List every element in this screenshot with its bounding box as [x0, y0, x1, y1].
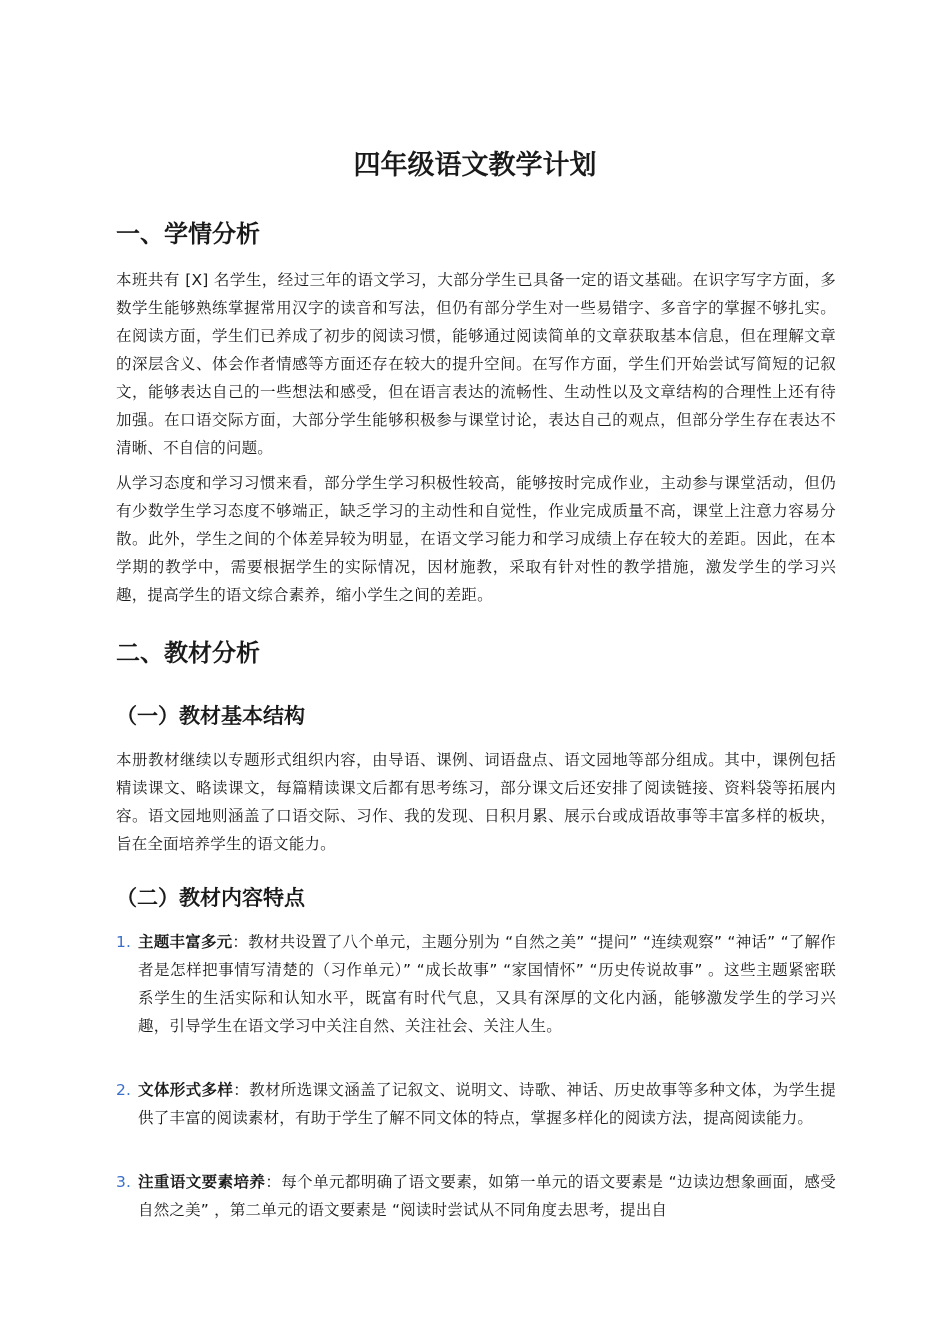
section-heading-textbook-analysis: 二、教材分析 [116, 639, 260, 667]
list-item-lead: 主题丰富多元 [138, 933, 233, 951]
section-heading-student-analysis: 一、学情分析 [116, 220, 260, 248]
paragraph-student-analysis-1: 本班共有 [X] 名学生，经过三年的语文学习，大部分学生已具备一定的语文基础。在识字写字方面，多数学生能够熟练掌握常用汉字的读音和写法，但仍有部分学生对一些易错字、多音字的掌握不够扎实。在阅读方面，学生们已养成了初步的阅读习惯，能够通过阅读简单的文章获取基本信息，但在理解文章的深层含义、体会作者情感等方面还存在较大的提升空间。在写作方面，学生们开始尝试写简短的记叙文，能够表达自己的一些想法和感受，但在语言表达的流畅性、生动性以及文章结构的合理性上还有待加强。在口语交际方面，大部分学生能够积极参与课堂讨论，表达自己的观点，但部分学生存在表达不清晰、不自信的问题。 [116, 271, 836, 457]
list-item [116, 1076, 836, 1132]
paragraph-structure: 本册教材继续以专题形式组织内容，由导语、课例、词语盘点、语文园地等部分组成。其中，课例包括精读课文、略读课文，每篇精读课文后都有思考练习，部分课文后还安排了阅读链接、资料袋等拓展内容。语文园地则涵盖了口语交际、习作、我的发现、日积月累、展示台或成语故事等丰富多样的板块，旨在全面培养学生的语文能力。 [116, 751, 836, 853]
paragraph-student-analysis-2: 从学习态度和学习习惯来看，部分学生学习积极性较高，能够按时完成作业，主动参与课堂活动，但仍有少数学生学习态度不够端正，缺乏学习的主动性和自觉性，作业完成质量不高，课堂上注意力容易分散。此外，学生之间的个体差异较为明显，在语文学习能力和学习成绩上存在较大的差距。因此，在本学期的教学中，需要根据学生的实际情况，因材施教，采取有针对性的教学措施，激发学生的学习兴趣，提高学生的语文综合素养，缩小学生之间的差距。 [116, 474, 836, 604]
list-item-lead: 注重语文要素培养 [138, 1173, 266, 1191]
list-item [116, 1168, 836, 1224]
list-item [116, 928, 836, 1040]
list-number: 1. [116, 933, 132, 951]
list-item-text: ：教材共设置了八个单元，主题分别为 “自然之美” “提问” “连续观察” “神话” “了解作者是怎样把事情写清楚的（习作单元）” “成长故事” “家国情怀” “历史传说故事” 。这些主题紧密联系学生的生活实际和认知水平，既富有时代气息，又具有深厚的文化内涵，能够激发学生的学习兴趣，引导学生在语文学习中关注自然、关注社会、关注人生。 [138, 933, 837, 1035]
list-item-text: ：教材所选课文涵盖了记叙文、说明文、诗歌、神话、历史故事等多种文体，为学生提供了丰富的阅读素材，有助于学生了解不同文体的特点，掌握多样化的阅读方法，提高阅读能力。 [138, 1081, 837, 1127]
subsection-heading-structure: （一）教材基本结构 [116, 704, 305, 728]
list-item-text: ：每个单元都明确了语文要素，如第一单元的语文要素是 “边读边想象画面，感受自然之美” ，第二单元的语文要素是 “阅读时尝试从不同角度去思考，提出自 [138, 1173, 836, 1219]
list-item-lead: 文体形式多样 [138, 1081, 234, 1099]
subsection-heading-features: （二）教材内容特点 [116, 886, 305, 910]
list-number: 3. [116, 1173, 132, 1191]
list-number: 2. [116, 1081, 132, 1099]
document-title: 四年级语文教学计划 [353, 150, 597, 181]
